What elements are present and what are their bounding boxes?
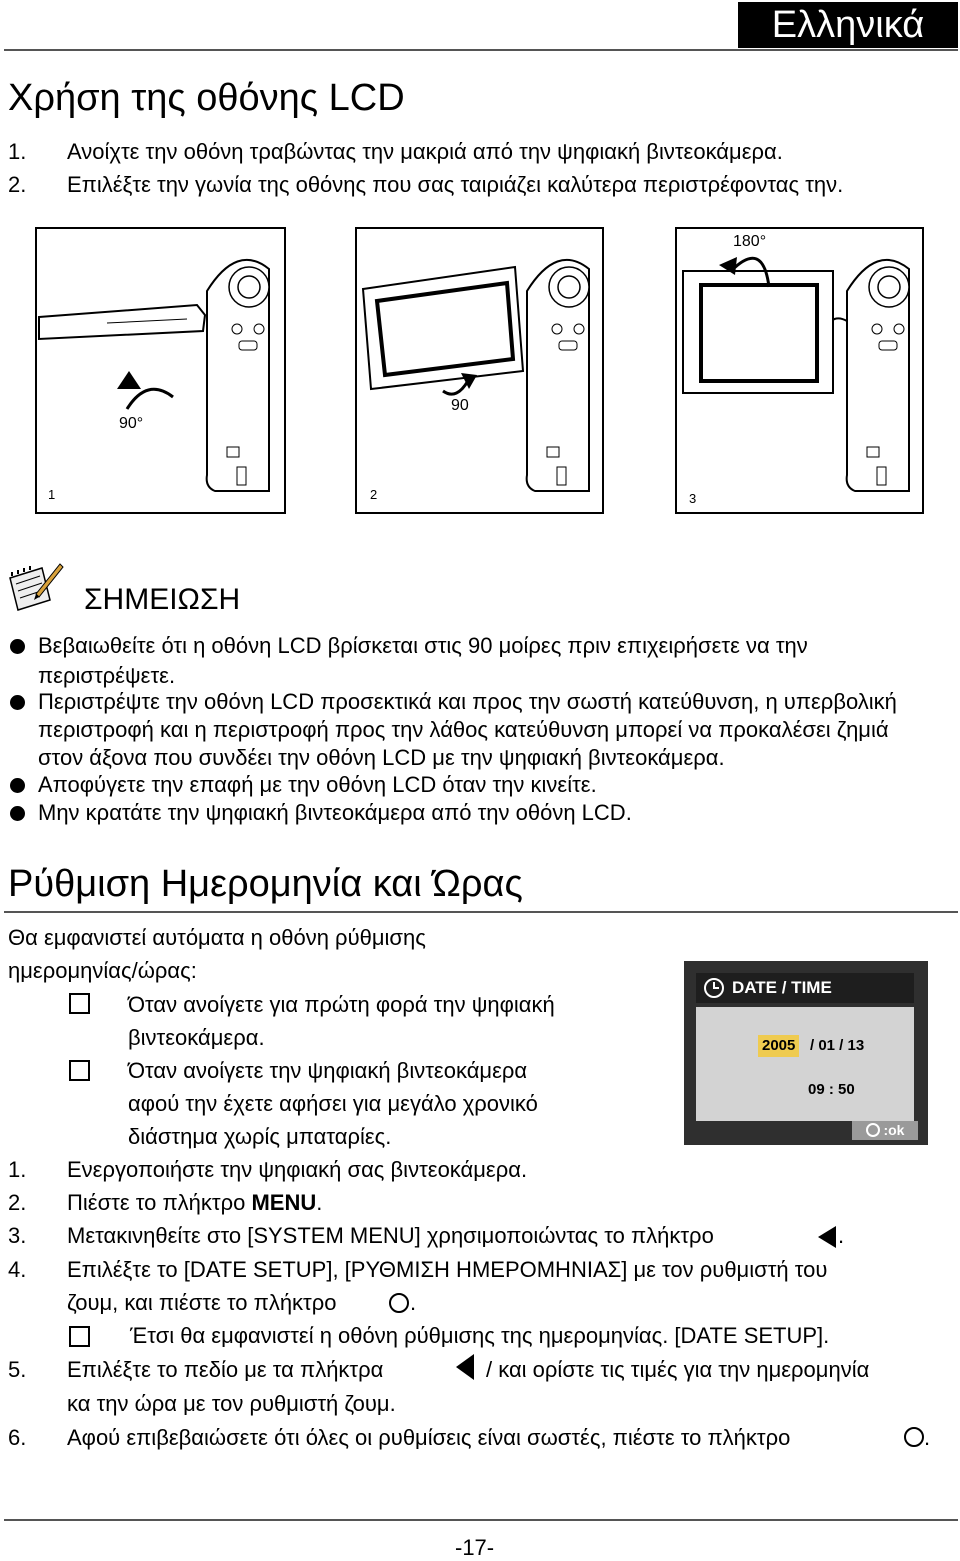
- condition-text: βιντεοκάμερα.: [128, 1025, 265, 1050]
- menu-key-label: MENU: [251, 1190, 317, 1215]
- bullet-text: περιστρέψετε.: [38, 663, 176, 688]
- ok-button-icon: [389, 1293, 409, 1313]
- step-number: 2.: [8, 1190, 27, 1215]
- step-text-end: .: [410, 1290, 417, 1315]
- condition-text: Όταν ανοίγετε για πρώτη φορά την ψηφιακή: [128, 992, 555, 1017]
- bullet-text: Μην κρατάτε την ψηφιακή βιντεοκάμερα από την οθόνη LCD.: [38, 800, 632, 825]
- lcd-date-rest: / 01 / 13: [810, 1037, 865, 1054]
- step-text: Πιέστε το πλήκτρο: [67, 1190, 252, 1215]
- note-title: ΣΗΜΕΙΩΣΗ: [84, 583, 241, 616]
- checkbox-bullet: [69, 1060, 90, 1081]
- bullet-dot: [10, 806, 25, 821]
- step-number: 2.: [8, 172, 27, 197]
- figure-number: 3: [689, 491, 697, 506]
- bullet-dot: [10, 695, 25, 710]
- step-text-end: .: [838, 1223, 845, 1248]
- step-number: 1.: [8, 1157, 27, 1182]
- language-badge: Ελληνικά: [738, 2, 958, 48]
- step-text: Επιλέξτε την γωνία της οθόνης που σας ταιριάζει καλύτερα περιστρέφοντας την.: [67, 172, 844, 197]
- step-text: / και ορίστε τις τιμές για την ημερομηνία: [486, 1357, 870, 1382]
- bullet-dot: [10, 639, 25, 654]
- condition-text: διάστημα χωρίς μπαταρίες.: [128, 1124, 392, 1149]
- step-text: Αφού επιβεβαιώσετε ότι όλες οι ρυθμίσεις είναι σωστές, πιέστε το πλήκτρο: [67, 1425, 791, 1450]
- step-text: κα την ώρα με τον ρυθμιστή ζουμ.: [67, 1391, 396, 1416]
- bullet-text: στον άξονα που συνδέει την οθόνη LCD με την ψηφιακή βιντεοκάμερα.: [38, 745, 725, 770]
- figure-panel-3: [675, 227, 924, 514]
- sub-step-text: Έτσι θα εμφανιστεί η οθόνη ρύθμισης της ημερομηνίας. [DATE SETUP].: [130, 1323, 830, 1348]
- lcd-date-time-screen: [684, 961, 928, 1145]
- section-title-lcd: Χρήση της οθόνης LCD: [8, 77, 405, 119]
- note-bullet: [0, 799, 960, 827]
- bullet-text: Αποφύγετε την επαφή με την οθόνη LCD όταν την κινείτε.: [38, 772, 597, 797]
- step-text: Ενεργοποιήστε την ψηφιακή σας βιντεοκάμερα.: [67, 1157, 528, 1182]
- condition-text: Όταν ανοίγετε την ψηφιακή βιντεοκάμερα: [128, 1058, 528, 1083]
- rotation-angle-label: 90°: [119, 415, 144, 432]
- rotation-angle-label: 90: [451, 397, 469, 414]
- note-bullet: [0, 771, 960, 799]
- figure-panel-2: [355, 227, 604, 514]
- step-text: ζουμ, και πιέστε το πλήκτρο: [67, 1290, 337, 1315]
- bullet-text: περιστροφή και η περιστροφή προς την λάθος κατεύθυνση μπορεί να προκαλέσει ζημιά: [38, 717, 889, 742]
- step-text: Επιλέξτε το πεδίο με τα πλήκτρα: [67, 1357, 384, 1382]
- checkbox-bullet: [69, 993, 90, 1014]
- step-number: 3.: [8, 1223, 27, 1248]
- footer-rule: [4, 1519, 958, 1521]
- ok-button-icon: [904, 1427, 924, 1447]
- bullet-text: Περιστρέψτε την οθόνη LCD προσεκτικά και προς την σωστή κατεύθυνση, η υπερβολική: [38, 689, 897, 714]
- header-rule: [4, 49, 958, 51]
- figure-number: 2: [370, 487, 378, 502]
- lcd-title: DATE / TIME: [732, 978, 832, 997]
- step-text-end: .: [924, 1425, 931, 1450]
- page-number: -17-: [455, 1535, 495, 1560]
- step-text: Επιλέξτε το [DATE SETUP], [ΡΥΘΜΙΣΗ ΗΜΕΡΟΜΗΝΙΑΣ] με τον ρυθμιστή του: [67, 1257, 828, 1282]
- step-text: Ανοίχτε την οθόνη τραβώντας την μακριά από την ψηφιακή βιντεοκάμερα.: [67, 139, 783, 164]
- lcd-time: 09 : 50: [808, 1081, 855, 1098]
- step-number: 1.: [8, 139, 27, 164]
- bullet-text: Βεβαιωθείτε ότι η οθόνη LCD βρίσκεται στις 90 μοίρες πριν επιχειρήσετε να την: [38, 633, 808, 658]
- left-arrow-key-icon: [816, 1224, 838, 1250]
- step-text-end: .: [316, 1190, 323, 1215]
- clock-icon: [702, 976, 726, 1000]
- lcd-ok-label: :ok: [883, 1122, 905, 1138]
- rotation-angle-label: 180°: [733, 233, 767, 250]
- lcd-year-field: 2005: [758, 1035, 799, 1057]
- left-arrow-key-icon: [454, 1352, 476, 1382]
- note-notepad-icon: [6, 560, 64, 612]
- note-bullet: [0, 632, 960, 692]
- condition-text: αφού την έχετε αφήσει για μεγάλο χρονικό: [128, 1091, 538, 1116]
- camera-illustration: [357, 229, 602, 512]
- intro-text: Θα εμφανιστεί αυτόματα η οθόνη ρύθμισης: [8, 925, 426, 950]
- lcd-header: [696, 973, 914, 1003]
- figure-panel-1: [35, 227, 286, 514]
- intro-text: ημερομηνίας/ώρας:: [8, 958, 197, 983]
- step-number: 4.: [8, 1257, 27, 1282]
- step-number: 5.: [8, 1357, 27, 1382]
- note-bullet: [0, 688, 960, 776]
- ok-circle-icon: [866, 1123, 880, 1137]
- bullet-dot: [10, 778, 25, 793]
- camera-illustration: [37, 229, 284, 512]
- checkbox-bullet: [69, 1326, 90, 1347]
- lcd-ok-hint: [852, 1121, 918, 1140]
- figure-number: 1: [48, 487, 56, 502]
- lcd-body: [696, 1007, 914, 1121]
- step-number: 6.: [8, 1425, 27, 1450]
- camera-illustration: [677, 229, 922, 512]
- section-title-date-time: Ρύθμιση Ημερομηνία και Ώρας: [8, 863, 523, 905]
- step-text: Μετακινηθείτε στο [SYSTEM MENU] χρησιμοποιώντας το πλήκτρο: [67, 1223, 714, 1248]
- section-rule: [4, 911, 958, 913]
